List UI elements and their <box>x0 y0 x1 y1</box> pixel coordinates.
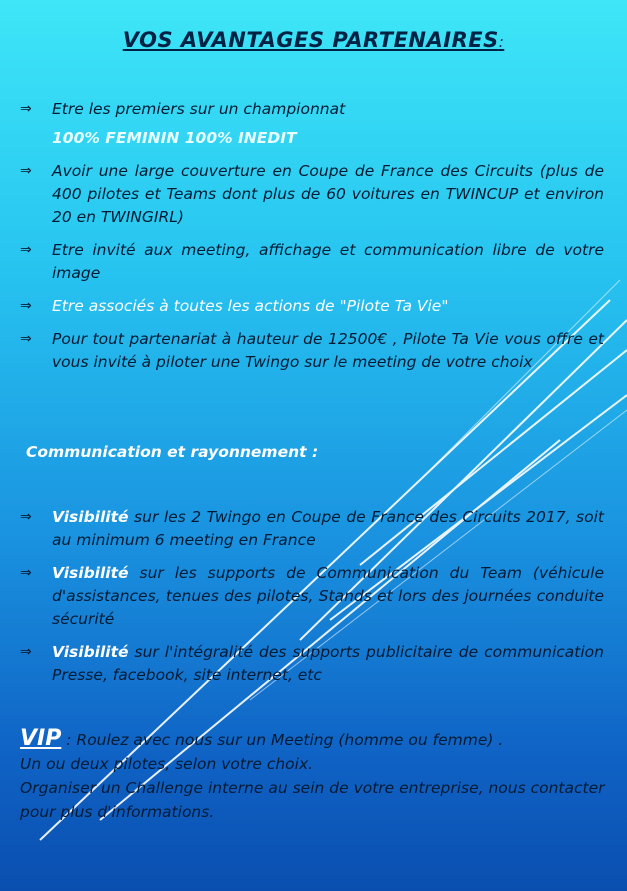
list-item: ⇒ Avoir une large couverture en Coupe de France des Circuits (plus de 400 pilotes et Teams dont plus de 60 voitures en TWINCUP et environ 20 en TWINGIRL) <box>20 162 604 226</box>
list-item: ⇒ Etre associés à toutes les actions de "Pilote Ta Vie" <box>20 295 604 318</box>
list-item: ⇒ Etre les premiers sur un championnat <box>20 98 604 121</box>
communication-list <box>20 506 604 697</box>
arrow-icon: ⇒ <box>20 644 32 660</box>
vip-line: Organiser un Challenge interne au sein de votre entreprise, nous contacter pour plus d'informations. <box>20 779 605 821</box>
advantages-list <box>20 98 604 384</box>
arrow-icon: ⇒ <box>20 163 32 179</box>
arrow-icon: ⇒ <box>20 565 32 581</box>
arrow-icon: ⇒ <box>20 331 32 347</box>
arrow-icon: ⇒ <box>20 509 32 525</box>
arrow-icon: ⇒ <box>20 242 32 258</box>
arrow-icon: ⇒ <box>20 101 32 117</box>
vip-section: VIP : Roulez avec nous sur un Meeting (homme ou femme) . Un ou deux pilotes, selon votre choix. Organiser un Challenge interne au sein de votre entreprise, nous contacter pour plus d'informations. <box>20 727 610 824</box>
page-title: VOS AVANTAGES PARTENAIRES: <box>122 28 505 52</box>
list-item-subtext: 100% FEMININ 100% INEDIT <box>52 129 297 147</box>
list-item: ⇒ Pour tout partenariat à hauteur de 12500€ , Pilote Ta Vie vous offre et vous invité à piloter une Twingo sur le meeting de votre choix <box>20 330 604 371</box>
arrow-icon: ⇒ <box>20 298 32 314</box>
vip-label: VIP <box>20 726 62 751</box>
list-item: ⇒ Visibilité sur les supports de Communication du Team (véhicule d'assistances, tenues des pilotes, Stands et lors des journées conduite sécurité <box>20 564 604 628</box>
list-item: ⇒ Visibilité sur l'intégralité des supports publicitaire de communication Presse, facebook, site internet, etc <box>20 643 604 684</box>
list-item: ⇒ Visibilité sur les 2 Twingo en Coupe de France des Circuits 2017, soit au minimum 6 meeting en France <box>20 508 604 549</box>
list-item: ⇒ Etre invité aux meeting, affichage et communication libre de votre image <box>20 241 604 282</box>
section-heading: Communication et rayonnement : <box>26 443 319 461</box>
vip-line: Un ou deux pilotes, selon votre choix. <box>20 755 314 773</box>
